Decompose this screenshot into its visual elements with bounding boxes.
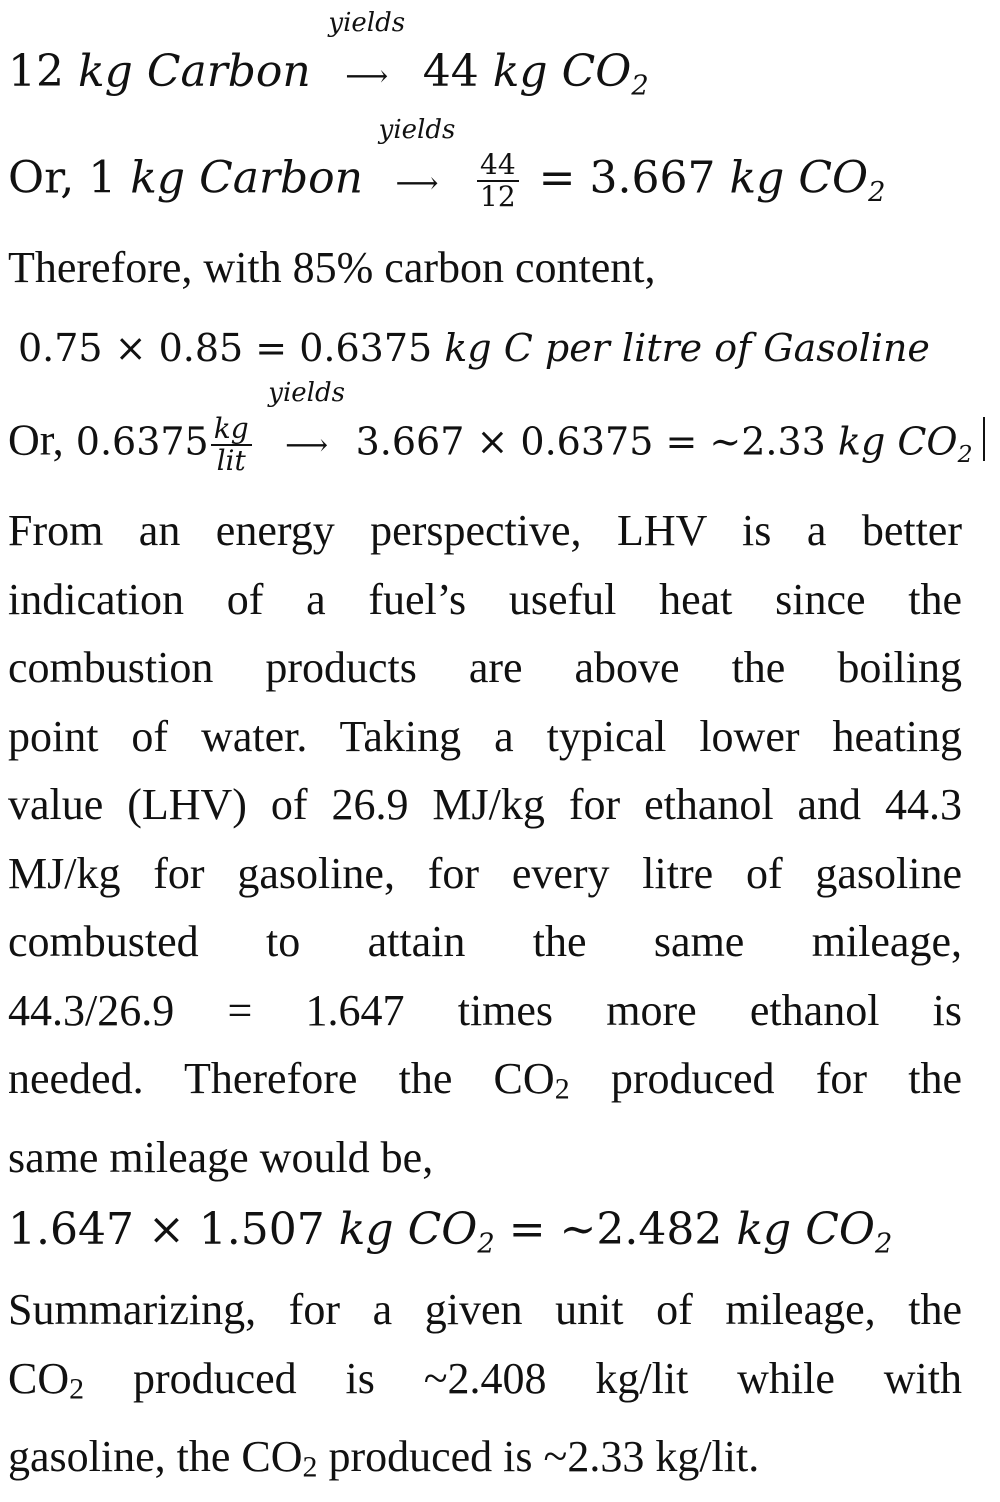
- subscript: 2: [302, 1450, 318, 1484]
- eq1-rhs-number: 44: [422, 46, 479, 97]
- yields-arrow: [365, 114, 469, 205]
- frac-numerator: 44: [477, 150, 519, 182]
- paragraph-line: 44.3/26.9 = 1.647 times more ethanol is: [8, 985, 962, 1035]
- eq2-prefix: Or,: [8, 152, 75, 204]
- right-arrow-icon: ⟶: [395, 165, 439, 201]
- equation-one-kg-carbon: [8, 114, 886, 219]
- yields-arrow: [260, 377, 354, 468]
- eq4-prefix: Or,: [8, 415, 64, 465]
- eq4-value: 0.6375: [75, 419, 209, 464]
- subscript: 2: [554, 1072, 570, 1106]
- eq1-lhs-unit: kg Carbon: [78, 46, 311, 97]
- text-cursor: [983, 417, 985, 461]
- eq1-rhs-unit: kg CO: [492, 46, 632, 97]
- paragraph-line: MJ/kg for gasoline, for every litre of gasoline: [8, 848, 962, 898]
- right-arrow-icon: ⟶: [285, 427, 329, 463]
- eq2-rhs-unit: kg CO: [729, 152, 869, 204]
- equation-gasoline-co2: [8, 377, 985, 480]
- eq5-equals: = ~2.482: [508, 1204, 723, 1255]
- paragraph-line: [8, 1345, 962, 1424]
- fraction-44-over-12: [477, 150, 519, 212]
- paragraph-line: From an energy perspective, LHV is a better: [8, 506, 962, 555]
- paragraph-line: value (LHV) of 26.9 MJ/kg for ethanol and 44.3: [8, 780, 962, 829]
- frac-denominator: lit: [216, 444, 246, 477]
- eq2-rhs-sub: 2: [868, 177, 886, 209]
- arrow-label: yields: [378, 114, 456, 145]
- eq2-lhs-number: 1: [88, 152, 117, 204]
- yields-arrow: [313, 8, 421, 98]
- paragraph-line: Summarizing, for a given unit of mileage, the: [8, 1285, 962, 1334]
- eq5-unit2: kg CO: [736, 1204, 875, 1255]
- eq3-expression: 0.75 × 0.85 = 0.6375: [18, 326, 433, 370]
- line-text: gasoline, the CO: [8, 1432, 303, 1482]
- eq2-rhs-number: 3.667: [589, 152, 716, 204]
- eq4-unit-sub: 2: [957, 440, 973, 469]
- eq5-sub1: 2: [477, 1228, 495, 1260]
- line-text: needed. Therefore the CO: [8, 1054, 555, 1103]
- eq4-unit: kg CO: [837, 419, 958, 464]
- eq2-lhs-unit: kg Carbon: [130, 152, 364, 204]
- eq5-unit1: kg CO: [338, 1204, 478, 1255]
- eq1-lhs-number: 12: [8, 46, 64, 97]
- fraction-kg-per-lit: [211, 414, 252, 476]
- frac-numerator: kg: [211, 414, 252, 446]
- arrow-label: yields: [328, 8, 406, 38]
- summary-paragraph: [8, 1276, 962, 1502]
- right-arrow-icon: ⟶: [345, 59, 389, 94]
- paragraph-line: [8, 1423, 962, 1502]
- eq1-rhs-sub: 2: [631, 70, 649, 102]
- subscript: 2: [69, 1371, 85, 1405]
- line-text: produced for the: [569, 1054, 962, 1103]
- paragraph-line: [8, 1045, 962, 1124]
- paragraph-line: combustion products are above the boiling: [8, 643, 962, 692]
- carbon-content-intro: Therefore, with 85% carbon content,: [8, 243, 656, 292]
- line-text: produced is ~2.33 kg/lit.: [317, 1432, 760, 1482]
- line-text: produced is ~2.408 kg/lit while with: [84, 1353, 962, 1403]
- paragraph-line: combusted to attain the same mileage,: [8, 917, 962, 966]
- energy-paragraph: [8, 497, 962, 1192]
- equation-ethanol-co2: [8, 1204, 892, 1271]
- equation-carbon-to-co2: [8, 8, 649, 113]
- paragraph-line: point of water. Taking a typical lower heating: [8, 711, 962, 761]
- eq4-expression: 3.667 × 0.6375 = ~2.33: [355, 419, 826, 464]
- eq3-unit: kg C per litre of Gasoline: [444, 326, 930, 370]
- eq5-expression: 1.647 × 1.507: [8, 1204, 325, 1255]
- eq2-equals: =: [538, 152, 576, 204]
- eq5-sub2: 2: [874, 1228, 893, 1260]
- paragraph-line: same mileage would be,: [8, 1132, 434, 1182]
- frac-denominator: 12: [480, 180, 516, 213]
- paragraph-line: indication of a fuel’s useful heat since the: [8, 574, 962, 624]
- arrow-label: yields: [268, 377, 345, 408]
- equation-carbon-per-litre: [18, 322, 930, 374]
- line-text: CO: [8, 1353, 70, 1403]
